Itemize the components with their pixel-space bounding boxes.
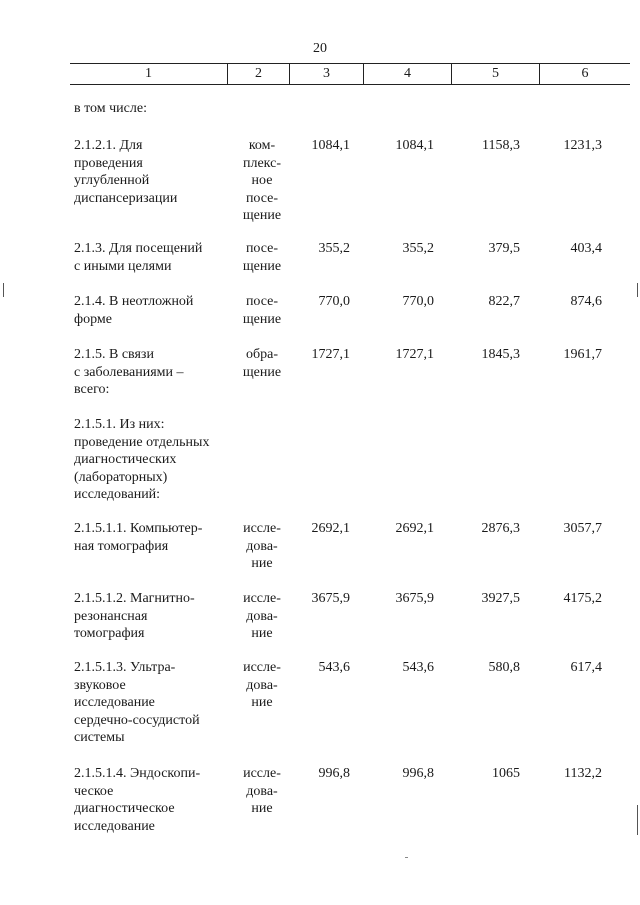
row-value-col4: 2692,1 <box>395 521 434 536</box>
scan-edge-mark <box>637 805 638 835</box>
row-unit: ком- плекс- ное посе- щение <box>242 138 282 223</box>
row-unit: посе- щение <box>242 294 282 327</box>
row-name: 2.1.5.1.4. Эндоскопи- ческое диагностическое исследование <box>74 766 201 834</box>
row-value-col5: 3927,5 <box>481 591 520 606</box>
row-value-col4: 1727,1 <box>395 347 434 362</box>
row-value-col6: 874,6 <box>570 294 602 309</box>
scan-edge-mark <box>637 283 638 297</box>
row-unit: иссле- дова- ние <box>243 660 281 710</box>
header-col-6: 6 <box>581 66 589 81</box>
row-value-col6: 403,4 <box>570 241 602 256</box>
header-col-3: 3 <box>290 64 364 84</box>
row-value-col5: 2876,3 <box>481 521 520 536</box>
row-value-col3: 3675,9 <box>311 591 350 606</box>
row-name: 2.1.5.1.3. Ультра- звуковое исследование сердечно-сосудистой системы <box>74 660 200 745</box>
row-value-col3: 355,2 <box>318 241 350 256</box>
row-name: 2.1.5.1.1. Компьютер- ная томография <box>74 521 203 554</box>
row-name: 2.1.5.1. Из них: проведение отдельных диагностических (лабораторных) исследований: <box>74 417 210 502</box>
row-value-col3: 770,0 <box>318 294 350 309</box>
row-value-col4: 996,8 <box>402 766 434 781</box>
header-col-1: 1 <box>70 64 228 84</box>
row-value-col6: 617,4 <box>570 660 602 675</box>
table-header <box>70 63 630 85</box>
row-value-col6: 3057,7 <box>563 521 602 536</box>
row-value-col4: 770,0 <box>402 294 434 309</box>
row-value-col4: 355,2 <box>402 241 434 256</box>
page-number: 20 <box>313 41 327 56</box>
row-value-col5: 1845,3 <box>481 347 520 362</box>
row-unit: посе- щение <box>242 241 282 274</box>
row-name: 2.1.2.1. Для проведения углубленной диспансеризации <box>74 138 178 206</box>
row-value-col3: 1084,1 <box>311 138 350 153</box>
header-col-4: 4 <box>364 64 452 84</box>
row-value-col3: 996,8 <box>318 766 350 781</box>
row-value-col3: 1727,1 <box>311 347 350 362</box>
row-value-col4: 543,6 <box>402 660 434 675</box>
row-unit: иссле- дова- ние <box>243 521 281 571</box>
row-value-col3: 2692,1 <box>311 521 350 536</box>
row-name: 2.1.5. В связи с заболеваниями – всего: <box>74 347 184 397</box>
row-value-col6: 1961,7 <box>563 347 602 362</box>
row-value-col6: 4175,2 <box>563 591 602 606</box>
row-value-col4: 1084,1 <box>395 138 434 153</box>
row-value-col5: 580,8 <box>488 660 520 675</box>
row-name: 2.1.3. Для посещений с иными целями <box>74 241 203 274</box>
row-unit: иссле- дова- ние <box>243 591 281 641</box>
row-value-col5: 1158,3 <box>482 138 520 153</box>
row-unit: иссле- дова- ние <box>243 766 281 816</box>
scan-edge-mark <box>3 283 4 297</box>
row-name: 2.1.4. В неотложной форме <box>74 294 194 327</box>
header-col-5: 5 <box>452 64 540 84</box>
row-value-col3: 543,6 <box>318 660 350 675</box>
row-value-col5: 822,7 <box>488 294 520 309</box>
row-name: 2.1.5.1.2. Магнитно- резонансная томография <box>74 591 195 641</box>
row-value-col6: 1132,2 <box>564 766 602 781</box>
scan-speck <box>405 857 408 858</box>
row-value-col5: 1065 <box>492 766 520 781</box>
row-value-col4: 3675,9 <box>395 591 434 606</box>
header-col-2: 2 <box>228 64 290 84</box>
row-value-col6: 1231,3 <box>563 138 602 153</box>
row-value-col5: 379,5 <box>488 241 520 256</box>
row-unit: обра- щение <box>242 347 282 380</box>
section-label: в том числе: <box>74 101 147 116</box>
